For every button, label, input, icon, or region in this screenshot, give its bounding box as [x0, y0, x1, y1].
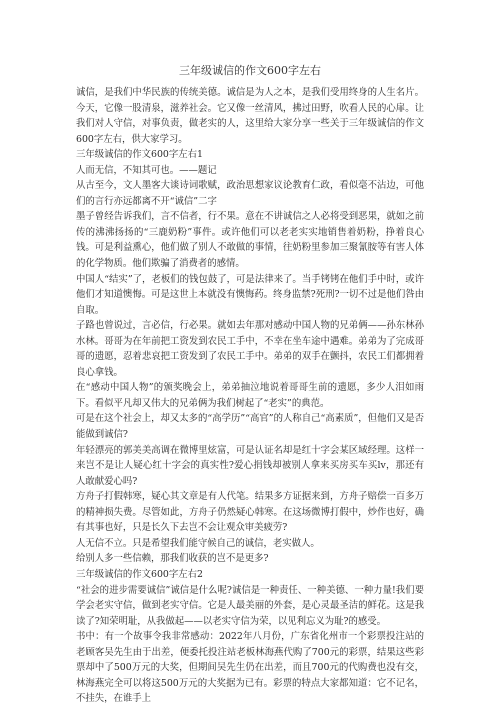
section-heading-1: 三年级诚信的作文600字左右1 — [76, 149, 203, 161]
paragraph: 在“感动中国人物”的颁奖晚会上，弟弟抽泣地说着哥哥生前的遗愿，多少人泪如雨下。看似平凡却又伟大的兄弟俩为我们树起了“老实”的典范。 — [76, 382, 424, 409]
paragraph: 书中：有一个故事令我非常感动：2022年八月份，广东省化州市一个彩票投注站的老顾客吴先生由于出差，便委托投注站老板林海燕代购了700元的彩票，结果这些彩票却中了500万元的大奖，但期间吴先生仍在出差，而且700元的代购费也没有交，林海燕完全可以将这500万元的大奖据为已有。彩票的特点大家都知道：它不记名，不挂失，在谁手上 — [76, 631, 424, 705]
paragraph: 从古至今，文人墨客大谈诗词歌赋，政治思想家议论教育仁政，看似毫不沾边，可他们的言行亦远都离不开“诚信”二字 — [76, 180, 424, 207]
paragraph: 可是在这个社会上，却又太多的“高学历”“高官”的人称自己“高素质”，但他们又是否能做到诚信? — [76, 413, 424, 441]
paragraph: 给别人多一些信赖，那我们收获的岂不是更多? — [76, 553, 269, 565]
paragraph: 子路也曾说过，言必信，行必果。就如去年那对感动中国人物的兄弟俩——孙东林孙水林。哥哥为在年前把工资发到农民工手中，不幸在坐车途中遇难。弟弟为了完成哥哥的遗愿，忍着悲哀把工资发到了农民工手中。弟弟的双手在颤抖，农民工们都拥着良心拿钱。 — [76, 320, 424, 378]
paragraph: 墨子曾经告诉我们，言不信者，行不果。意在不讲诚信之人必将受到恶果，就如之前传的沸沸扬扬的“三鹿奶粉”事件。或许他们可以老老实实地销售着奶粉，挣着良心钱。可是利益熏心，他们做了别人不敢做的事情，往奶粉里参加三聚氰胺等有害人体的化学物质。他们欺骗了消费者的感情。 — [76, 211, 424, 270]
paragraph: 方舟子打假韩寒，疑心其文章是有人代笔。结果多方证据来到，方舟子赔偿一百多万的精神损失费。尽管如此，方舟子仍然疑心韩寒。在这场微博打假中，炒作也好，确有其事也好，只是长久下去岂不会让观众审美疲劳? — [76, 491, 424, 534]
intro-paragraph: 诚信，是我们中华民族的传统美德。诚信是为人之本，是我们受用终身的人生名片。今天，它像一股清泉，滋养社会。它又像一丝清风，拂过田野，吹看人民的心扉。让我们对人守信，对事负责，做老实的人，这里给大家分享一些关于三年级诚信的作文600字左右，供大家学习。 — [76, 87, 424, 145]
paragraph: “社会的进步需要诚信”诚信是什么呢?诚信是一种责任、一种美德、一种力量!我们要学会老实守信，做到老实守信。它是人最美丽的外套，是心灵最圣洁的鲜花。这是我读了?知荣明耻，从我做起——以老实守信为荣，以见利忘义为耻?的感受。 — [76, 584, 424, 627]
page-title: 三年级诚信的作文600字左右 — [179, 64, 321, 77]
paragraph: 年轻漂亮的郭美美高调在微博里炫富，可是认证名却是红十字会某区域经理。这样一来岂不是让人疑心红十字会的真实性?爱心捐钱却被别人拿来买房买车买lv，那还有人敢献爱心吗? — [76, 444, 424, 487]
paragraph: 中国人“结实”了，老板们的钱包鼓了，可是法律来了。当手铐铐在他们手中时，或许他们才知道懊悔。可是这世上本就没有懊悔药。终身监禁?死刑?一切不过是他们咎由自取。 — [76, 273, 424, 316]
section-heading-2: 三年级诚信的作文600字左右2 — [76, 568, 203, 580]
paragraph: 人无信不立。只是希望我们能守候自己的诚信，老实做人。 — [76, 537, 320, 549]
epigraph: 人而无信，不知其可也。——题记 — [76, 164, 217, 176]
document-body — [76, 85, 424, 707]
